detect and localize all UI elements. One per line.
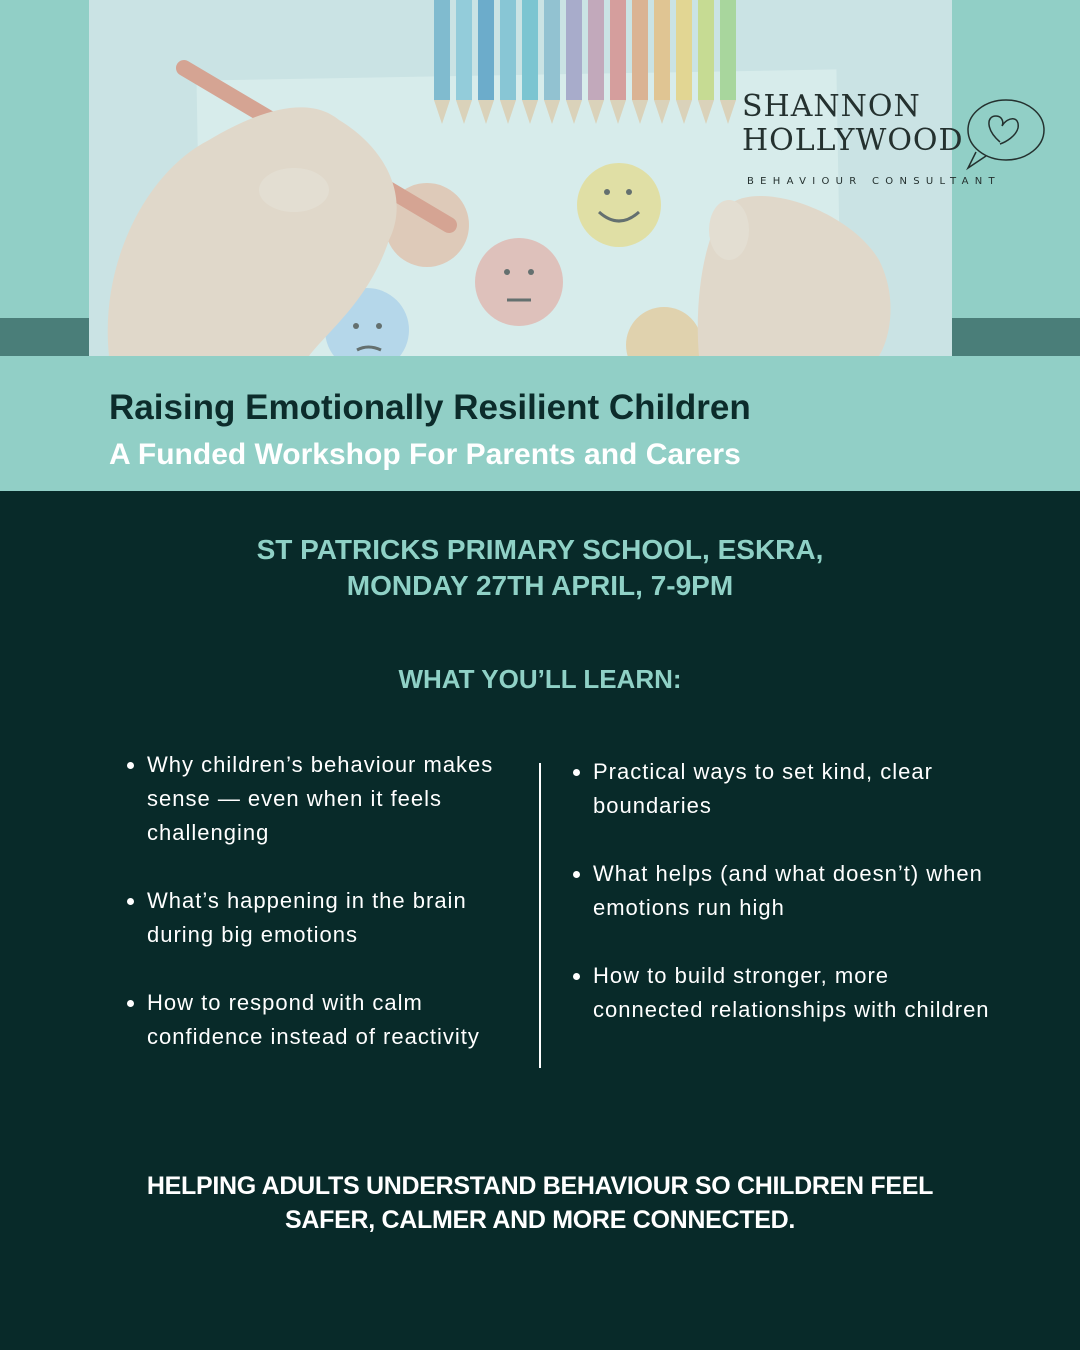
tagline-line1: HELPING ADULTS UNDERSTAND BEHAVIOUR SO CHILDREN FEEL <box>146 1172 934 1200</box>
learn-heading: WHAT YOU’LL LEARN: <box>398 664 682 694</box>
workshop-title: Raising Emotionally Resilient Children <box>109 388 751 427</box>
tagline-line2: SAFER, CALMER AND MORE CONNECTED. <box>284 1206 795 1234</box>
list-item: How to build stronger, more connected relationships with children <box>571 959 991 1027</box>
heart-speech-bubble-icon <box>956 94 1048 174</box>
list-item: Why children’s behaviour makes sense — even when it feels challenging <box>125 748 525 850</box>
brand-logo <box>742 90 1062 200</box>
list-item: What’s happening in the brain during big emotions <box>125 884 525 952</box>
event-location: ST PATRICKS PRIMARY SCHOOL, ESKRA, <box>256 534 824 565</box>
logo-name-line2: HOLLYWOOD <box>742 123 964 158</box>
list-item: Practical ways to set kind, clear boundaries <box>571 755 991 823</box>
list-item: How to respond with calm confidence instead of reactivity <box>125 986 525 1054</box>
event-datetime: MONDAY 27TH APRIL, 7-9PM <box>346 570 734 601</box>
column-divider <box>539 763 541 1068</box>
learn-list-right <box>571 755 991 1061</box>
event-details <box>0 532 1080 604</box>
workshop-subtitle: A Funded Workshop For Parents and Carers <box>109 438 741 471</box>
logo-subtitle: BEHAVIOUR CONSULTANT <box>747 176 1001 187</box>
learn-list-left <box>125 748 525 1088</box>
list-item: What helps (and what doesn’t) when emotions run high <box>571 857 991 925</box>
logo-name-line1: SHANNON <box>742 89 921 124</box>
tagline <box>0 1169 1080 1237</box>
